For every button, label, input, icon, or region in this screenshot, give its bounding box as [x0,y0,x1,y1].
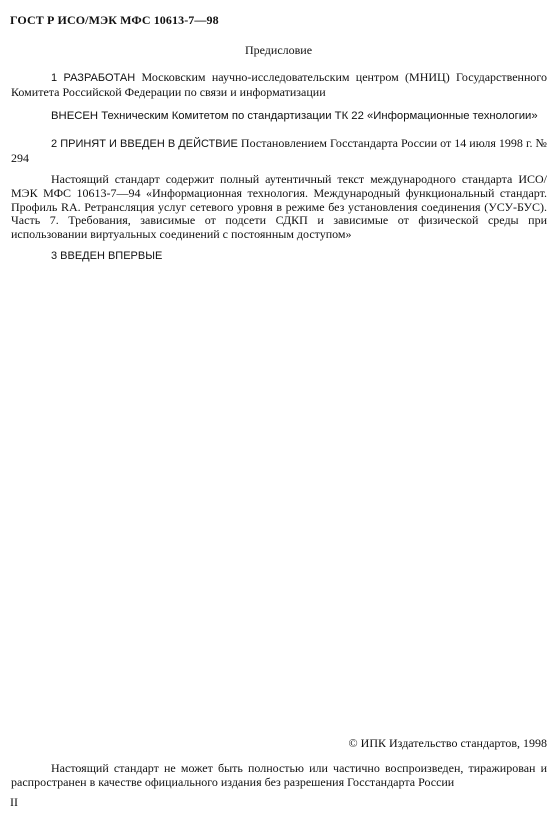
page-number: II [10,795,18,809]
paragraph-adopted-lead: 2 ПРИНЯТ И ВВЕДЕН В ДЕЙСТВИЕ [51,138,238,150]
page-title: Предисловие [244,43,313,57]
document-code-header: ГОСТ Р ИСО/МЭК МФС 10613-7—98 [10,13,219,27]
reproduction-notice: Настоящий стандарт не может быть полностью или частично воспроизведен, тиражирован и распространен в качестве официального издания без разрешения Госстандарта России [11,761,547,789]
paragraph-authentic-text: Настоящий стандарт содержит полный аутентичный текст международного стандарта ИСО/МЭК МФС 10613-7—94 «Информационная технология. Международный функциональный стандарт. Профиль RA. Ретрансляция услуг сетевого уровня в режиме без установления соединения (УСУ-БУС). Часть 7. Требования, зависимые от подсети СДКП и зависимые от физической среды при использовании виртуальных соединений с постоянным доступом» [11,172,547,242]
paragraph-first-introduced: 3 ВВЕДЕН ВПЕРВЫЕ [51,250,163,262]
paragraph-developed-by-text: Московским научно-исследовательским центром (МНИЦ) Государственного Комитета Российской Федерации по связи и информатизации [11,70,547,99]
paragraph-adopted [11,136,547,165]
paragraph-developed-by [11,70,547,99]
paragraph-introduced-by: ВНЕСЕН Техническим Комитетом по стандартизации ТК 22 «Информационные технологии» [51,110,538,122]
copyright-notice: © ИПК Издательство стандартов, 1998 [348,736,547,750]
paragraph-adopted-text: Постановлением Госстандарта России от 14 июля 1998 г. № 294 [11,136,547,165]
paragraph-developed-by-lead: 1 РАЗРАБОТАН [51,72,136,84]
